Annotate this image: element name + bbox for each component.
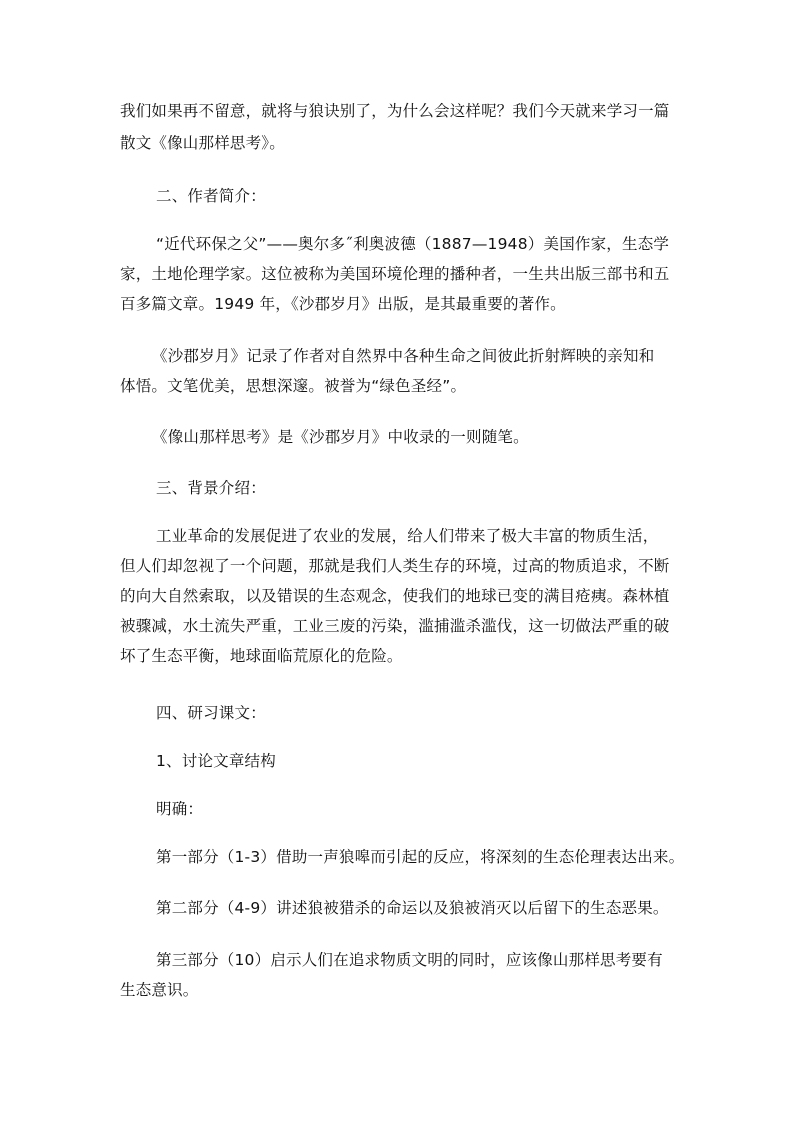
section-heading: 四、研习课文： [156, 704, 266, 722]
text-line: 散文《像山那样思考》。 [120, 134, 285, 152]
text-line: 第三部分（10）启示人们在追求物质文明的同时，应该像山那样思考要有 [156, 951, 663, 969]
text-line: 坏了生态平衡，地球面临荒原化的危险。 [120, 647, 403, 665]
text-line: 《像山那样思考》是《沙郡岁月》中收录的一则随笔。 [152, 428, 529, 446]
text-line: 但人们却忽视了一个问题，那就是我们人类生存的环境，过高的物质追求，不断 [120, 557, 670, 575]
section-heading: 二、作者简介： [156, 187, 266, 205]
text-line: 明确： [156, 800, 204, 818]
text-line: 第一部分（1-3）借助一声狼嗥而引起的反应，将深刻的生态伦理表达出来。 [156, 848, 685, 866]
text-line: 生态意识。 [120, 981, 199, 999]
text-line: 体悟。文笔优美，思想深邃。被誉为“绿色圣经”。 [120, 377, 467, 395]
text-line: 工业革命的发展促进了农业的发展，给人们带来了极大丰富的物质生活， [156, 527, 659, 545]
text-line: 百多篇文章。1949 年，《沙郡岁月》出版，是其最重要的著作。 [120, 295, 566, 313]
text-line: 的向大自然索取，以及错误的生态观念，使我们的地球已变的满目疮痍。森林植 [120, 587, 670, 605]
text-line: 我们如果再不留意，就将与狼诀别了，为什么会这样呢？我们今天就来学习一篇 [120, 102, 670, 120]
section-heading: 三、背景介绍： [156, 479, 266, 497]
text-line: 家，土地伦理学家。这位被称为美国环境伦理的播种者，一生共出版三部书和五 [120, 265, 670, 283]
text-line: 《沙郡岁月》记录了作者对自然界中各种生命之间彼此折射辉映的亲知和 [152, 347, 655, 365]
text-line: 第二部分（4-9）讲述狼被猎杀的命运以及狼被消灭以后留下的生态恶果。 [156, 899, 669, 917]
subsection-heading: 1、讨论文章结构 [156, 752, 276, 770]
text-line: “近代环保之父”——奥尔多˝利奥波德（1887—1948）美国作家，生态学 [156, 235, 670, 253]
text-line: 被骤减，水土流失严重，工业三废的污染，滥捕滥杀滥伐，这一切做法严重的破 [120, 617, 670, 635]
